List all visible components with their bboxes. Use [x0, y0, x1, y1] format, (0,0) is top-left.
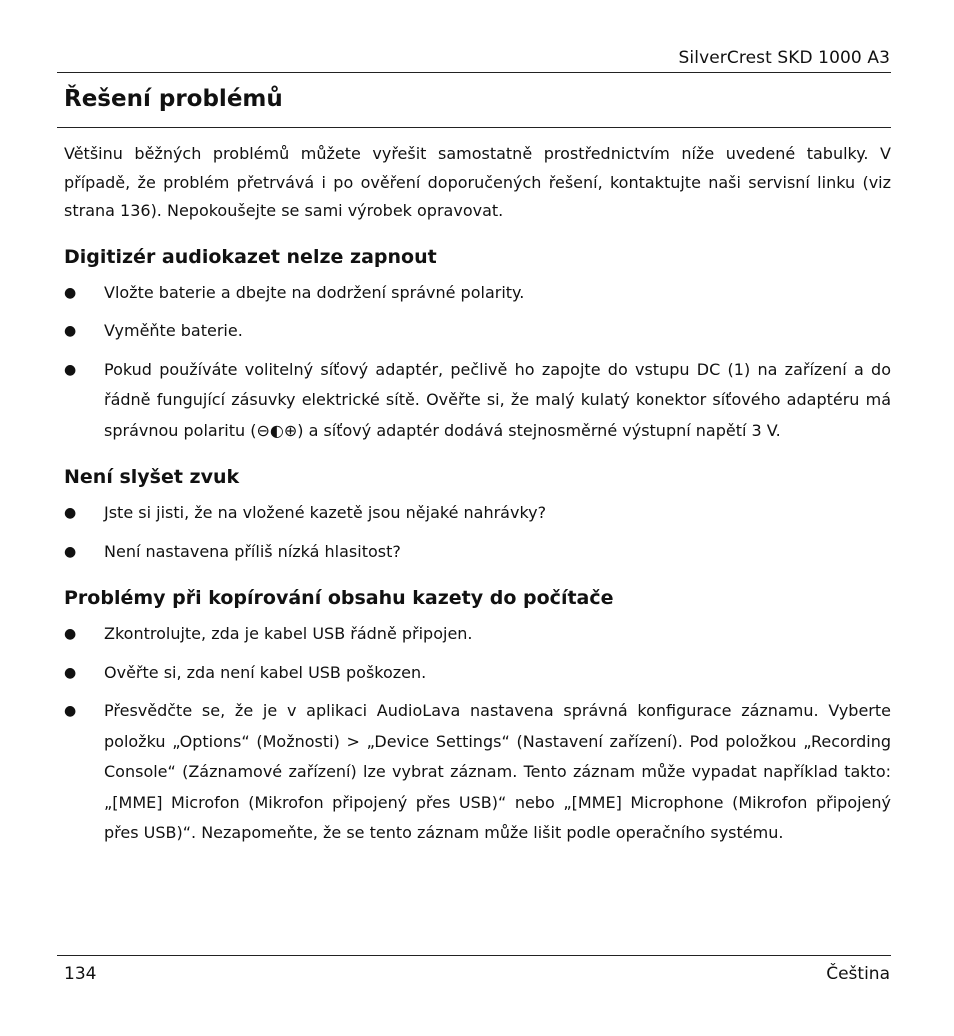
section-heading: Není slyšet zvuk: [64, 466, 240, 488]
bullet-icon: ●: [64, 284, 77, 301]
section-heading: Problémy při kopírování obsahu kazety do počítače: [64, 587, 614, 609]
bullet-list: [64, 498, 891, 567]
list-item: ● Ověřte si, zda není kabel USB poškozen.: [64, 658, 891, 689]
title-rule: [57, 127, 891, 128]
footer-rule: [57, 955, 891, 956]
list-item: ● Jste si jisti, že na vložené kazetě jsou nějaké nahrávky?: [64, 498, 891, 529]
section-copy-problems: [64, 585, 891, 849]
footer-language: Čeština: [826, 964, 890, 984]
list-item: ● Přesvědčte se, že je v aplikaci AudioLava nastavena správná konfigurace záznamu. Vyberte položku „Options“ (Možnosti) > „Device Settings“ (Nastavení zařízení). Pod položkou „Recording Console“ (Záznamové zařízení) lze vybrat záznam. Tento záznam může vypadat například takto: „[MME] Microfon (Mikrofon připojený přes USB)“ nebo „[MME] Microphone (Mikrofon připojený přes USB)“. Nezapomeňte, že se tento záznam může lišit podle operačního systému.: [64, 696, 891, 849]
bullet-list: [64, 619, 891, 849]
page-title: Řešení problémů: [64, 86, 283, 112]
page-content: [64, 140, 891, 857]
bullet-icon: ●: [64, 664, 77, 681]
list-item: ● Vyměňte baterie.: [64, 316, 891, 347]
page-number: 134: [64, 964, 97, 984]
bullet-icon: ●: [64, 543, 77, 560]
section-no-sound: [64, 464, 891, 567]
bullet-icon: ●: [64, 626, 77, 642]
list-item: ● Pokud používáte volitelný síťový adaptér, pečlivě ho zapojte do vstupu DC (1) na zařízení a do řádně fungující zásuvky elektrické sítě. Ověřte si, že malý kulatý konektor síťového adaptéru má správnou polaritu (⊖◐⊕) a síťový adaptér dodává stejnosměrné výstupní napětí 3 V.: [64, 355, 891, 447]
bullet-list: [64, 278, 891, 447]
list-item: ● Zkontrolujte, zda je kabel USB řádně připojen.: [64, 619, 891, 650]
list-item: ● Vložte baterie a dbejte na dodržení správné polarity.: [64, 278, 891, 309]
bullet-icon: ●: [64, 703, 77, 719]
bullet-icon: ●: [64, 505, 77, 521]
header-rule: [57, 72, 891, 73]
header-product-name: SilverCrest SKD 1000 A3: [678, 48, 890, 68]
section-heading: Digitizér audiokazet nelze zapnout: [64, 245, 437, 268]
list-item: ● Není nastavena příliš nízká hlasitost?: [64, 537, 891, 568]
intro-paragraph: Většinu běžných problémů můžete vyřešit samostatně prostřednictvím níže uvedené tabulky. V případě, že problém přetrvává i po ověření doporučených řešení, kontaktujte naši servisní linku (viz strana 136). Nepokoušejte se sami výrobek opravovat.: [64, 144, 891, 220]
bullet-icon: ●: [64, 323, 77, 339]
section-power: [64, 244, 891, 447]
bullet-icon: ●: [64, 361, 77, 378]
